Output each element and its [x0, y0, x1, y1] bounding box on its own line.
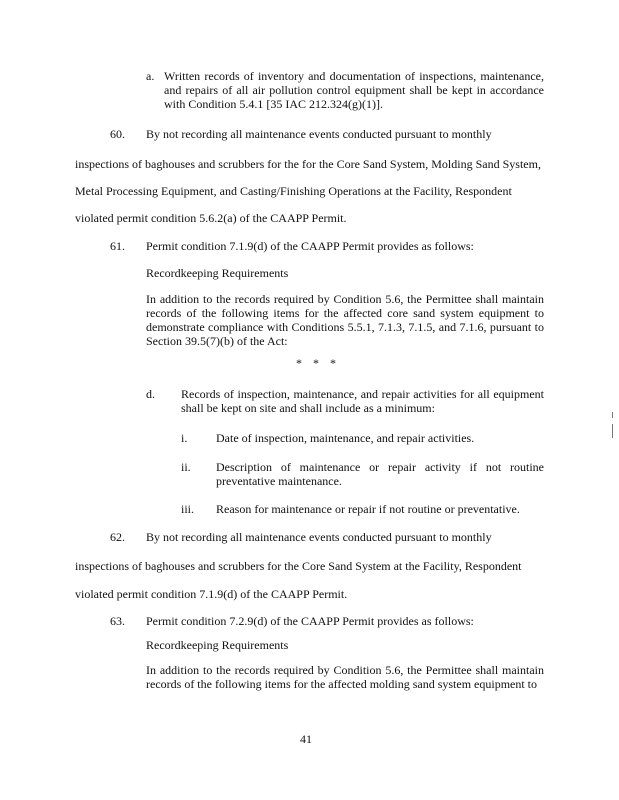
para-62-line-1: By not recording all maintenance events conducted pursuant to monthly: [146, 530, 492, 544]
item-ii-text: Description of maintenance or repair activity if not routine preventative maintenance.: [216, 460, 544, 488]
para-60-number: 60.: [110, 127, 125, 141]
item-ii-label: ii.: [181, 460, 191, 474]
item-a-text: Written records of inventory and documentation of inspections, maintenance, and repairs of all air pollution control equipment shall be kept in accordance with Condition 5.4.1 [35 IAC 212.324(g)(1)].: [164, 69, 544, 111]
para-60-line-4: violated permit condition 5.6.2(a) of the CAAPP Permit.: [75, 211, 347, 225]
item-a-label: a.: [146, 69, 155, 83]
item-d-label: d.: [146, 387, 155, 401]
para-63-number: 63.: [110, 614, 125, 628]
para-62-number: 62.: [110, 530, 125, 544]
para-60-line-2: inspections of baghouses and scrubbers for the for the Core Sand System, Molding Sand System,: [75, 157, 541, 171]
para-63-quote: In addition to the records required by Condition 5.6, the Permittee shall maintain records of the following items for the affected molding sand system equipment to: [146, 663, 544, 691]
para-63-heading: Recordkeeping Requirements: [146, 638, 289, 652]
scan-mark: [612, 424, 613, 438]
para-62-line-3: violated permit condition 7.1.9(d) of the CAAPP Permit.: [75, 587, 348, 601]
para-63-line-1: Permit condition 7.2.9(d) of the CAAPP Permit provides as follows:: [146, 614, 474, 628]
para-60-line-3: Metal Processing Equipment, and Casting/Finishing Operations at the Facility, Respondent: [75, 184, 512, 198]
para-61-line-1: Permit condition 7.1.9(d) of the CAAPP Permit provides as follows:: [146, 239, 474, 253]
item-iii-label: iii.: [181, 502, 195, 516]
item-i-label: i.: [181, 431, 188, 445]
item-iii-text: Reason for maintenance or repair if not routine or preventative.: [216, 502, 520, 516]
para-61-heading: Recordkeeping Requirements: [146, 266, 289, 280]
para-60-line-1: By not recording all maintenance events conducted pursuant to monthly: [146, 127, 492, 141]
page-number: 41: [300, 732, 312, 746]
para-62-line-2: inspections of baghouses and scrubbers for the Core Sand System at the Facility, Respondent: [75, 559, 522, 573]
item-d-text: Records of inspection, maintenance, and repair activities for all equipment shall be kept on site and shall include as a minimum:: [181, 387, 544, 415]
scan-mark: [612, 412, 613, 418]
para-61-quote: In addition to the records required by Condition 5.6, the Permittee shall maintain records of the following items for the affected core sand system equipment to demonstrate compliance with Conditions 5.5.1, 7.1.3, 7.1.5, and 7.1.6, pursuant to Section 39.5(7)(b) of the Act:: [146, 292, 544, 348]
item-i-text: Date of inspection, maintenance, and repair activities.: [216, 431, 475, 445]
ellipsis-stars: * * *: [296, 356, 340, 370]
para-61-number: 61.: [110, 239, 125, 253]
